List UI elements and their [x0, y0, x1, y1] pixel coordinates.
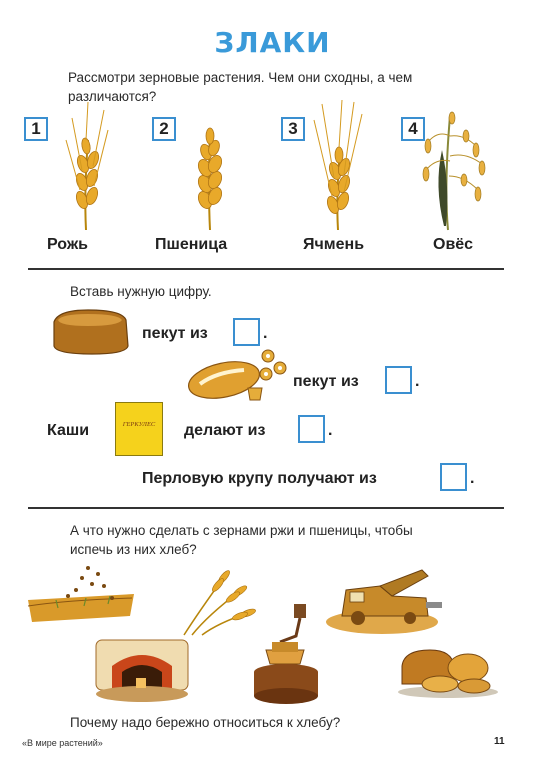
task3-text: [70, 521, 510, 559]
wheat-icon: [186, 100, 234, 232]
bread-oven-icon: [92, 634, 192, 706]
intro-line-1: Рассмотри зерновые растения. Чем они сходны, а чем: [68, 70, 413, 85]
plant-number-4: 4: [401, 117, 425, 141]
plant-name-wheat: Пшеница: [155, 236, 228, 253]
sentence-bread-end: .: [263, 325, 268, 342]
oat-icon: [420, 106, 490, 232]
task2-instruction: Вставь нужную цифру.: [70, 284, 212, 299]
long-loaf-bagels-icon: [186, 346, 292, 408]
mill-grinder-icon: [250, 602, 320, 706]
sowing-icon: [28, 560, 134, 630]
answer-box-barley[interactable]: [440, 463, 467, 491]
bread-loaf-icon: [48, 306, 132, 356]
sentence-loaf-end: .: [415, 373, 420, 390]
barley-icon: [310, 100, 366, 232]
answer-box-loaf[interactable]: [385, 366, 412, 394]
intro-line-2: различаются?: [68, 89, 157, 104]
page-number: 11: [494, 736, 505, 747]
plant-number-2: 2: [152, 117, 176, 141]
hercules-box-icon: [115, 402, 163, 456]
rye-icon: [58, 100, 114, 232]
section-divider-1: [28, 268, 504, 270]
footer-book-title: «В мире растений»: [22, 738, 103, 748]
plant-name-barley: Ячмень: [303, 236, 365, 253]
sentence-barley-text: Перловую крупу получают из: [142, 470, 377, 487]
plant-name-rye: Рожь: [47, 236, 89, 253]
task3-line-1: А что нужно сделать с зернами ржи и пшеницы, чтобы: [70, 523, 413, 538]
page-title: ЗЛАКИ: [214, 26, 331, 59]
task3-line-2: испечь из них хлеб?: [70, 542, 197, 557]
answer-box-porridge[interactable]: [298, 415, 325, 443]
sentence-loaf-text: пекут из: [293, 373, 359, 390]
sentence-barley-end: .: [470, 470, 475, 487]
answer-box-bread[interactable]: [233, 318, 260, 346]
sentence-porridge-end: .: [328, 422, 333, 439]
plant-number-3: 3: [281, 117, 305, 141]
hercules-box-label: ГЕРКУЛЕС: [122, 421, 156, 428]
bread-assortment-icon: [396, 644, 500, 700]
sentence-porridge-text: делают из: [184, 422, 266, 439]
section-divider-2: [28, 507, 504, 509]
question-text: Почему надо бережно относиться к хлебу?: [70, 715, 341, 730]
intro-text: [68, 68, 508, 106]
grain-ears-icon: [178, 563, 258, 637]
sentence-bread-text: пекут из: [142, 325, 208, 342]
combine-harvester-icon: [322, 566, 450, 638]
sentence-porridge-before: Каши: [47, 422, 90, 439]
plant-name-oat: Овёс: [433, 236, 474, 253]
plant-number-1: 1: [24, 117, 48, 141]
